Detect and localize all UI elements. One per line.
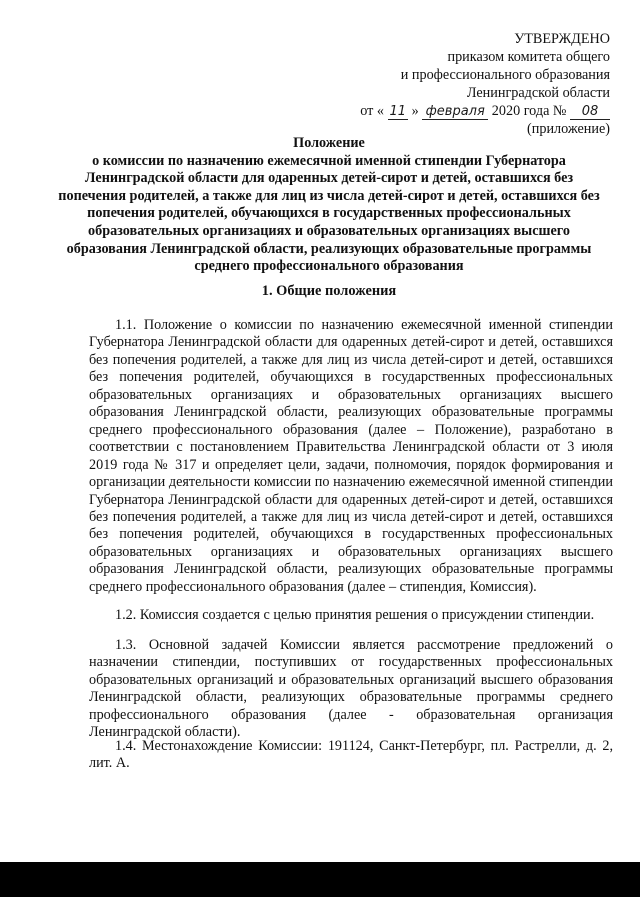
date-year-text: 2020 года №	[491, 103, 567, 119]
paragraph-1-2: 1.2. Комиссия создается с целью принятия решения о присуждении стипендии.	[115, 607, 595, 623]
handwritten-day: 11	[389, 104, 407, 119]
date-separator: »	[411, 103, 419, 119]
paragraph-1-3: 1.3. Основной задачей Комиссии является рассмотрение предложений о назначении стипендии, поступивших от государственных профессиональных образовательных организаций и образовательных организаций высшего образования Ленинградской области, реализующих образовательные программы среднего профессионального образования (далее - образовательная организация Ленинградской области).	[89, 637, 613, 741]
approval-order-line: приказом комитета общего	[447, 49, 610, 65]
regulation-title	[56, 135, 602, 276]
handwritten-order-number: 08	[570, 105, 610, 120]
section-heading: 1. Общие положения	[261, 283, 397, 299]
paragraph-1-1: 1.1. Положение о комиссии по назначению ежемесячной именной стипендии Губернатора Ленинградской области для одаренных детей-сирот и детей, оставшихся без попечения родителей, а также для лиц из числа детей-сирот и детей, оставшихся без попечения родителей, обучающихся в государственных профессиональных образовательных организациях и образовательных организациях высшего образования Ленинградской области, реализующих образовательные программы среднего профессионального образования (далее – Положение), разработано в соответствии с постановлением Правительства Ленинградской области от 3 июля 2019 года № 317 и определяет цели, задачи, полномочия, порядок формирования и организации деятельности комиссии по назначению ежемесячной именной стипендии Губернатора Ленинградской области для одаренных детей-сирот и детей, оставшихся без попечения родителей, а также для лиц из числа детей-сирот и детей, оставшихся без попечения родителей, обучающихся в государственных профессиональных образовательных организациях и образовательных организациях высшего образования Ленинградской области, реализующих образовательные программы среднего профессионального образования (далее – стипендия, Комиссия).	[89, 317, 613, 595]
approval-region-line: Ленинградской области	[466, 85, 610, 101]
approval-date-line	[360, 102, 610, 120]
regulation-subject: о комиссии по назначению ежемесячной именной стипендии Губернатора Ленинградской области для одаренных детей-сирот и детей, оставшихся без попечения родителей, а также для лиц из числа детей-сирот и детей, оставшихся без попечения родителей, обучающихся в государственных профессиональных образовательных организациях и образовательных организациях высшего образования Ленинградской области, реализующих образовательные программы среднего профессионального образования	[58, 152, 600, 275]
approval-appendix-note: (приложение)	[527, 121, 610, 137]
regulation-heading: Положение	[293, 135, 365, 151]
date-prefix: от «	[360, 103, 384, 119]
scan-bottom-edge	[0, 862, 640, 897]
approval-title: УТВЕРЖДЕНО	[514, 31, 610, 47]
approval-committee-line: и профессионального образования	[400, 67, 610, 83]
paragraph-1-4: 1.4. Местонахождение Комиссии: 191124, Санкт-Петербург, пл. Растрелли, д. 2, лит. А.	[89, 738, 613, 772]
approval-stamp	[360, 30, 610, 138]
handwritten-month: февраля	[422, 105, 488, 120]
